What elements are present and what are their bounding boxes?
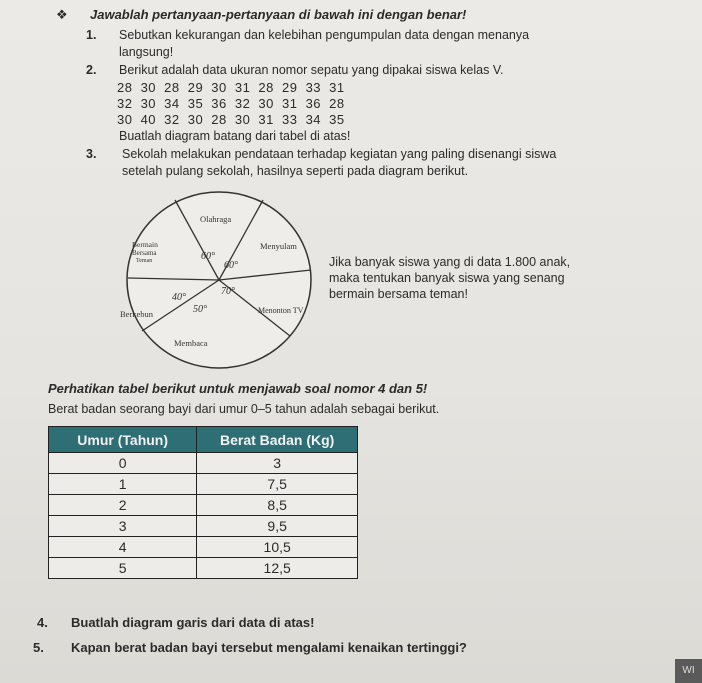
angle-label-4: 70°	[221, 286, 235, 297]
q5-text: Kapan berat badan bayi tersebut mengalami kenaikan tertinggi?	[71, 640, 467, 655]
column-header-weight: Berat Badan (Kg)	[197, 427, 358, 453]
angle-label-1: 60°	[201, 251, 215, 262]
header-bullet-icon: ❖	[56, 7, 68, 22]
age-cell: 1	[49, 474, 197, 495]
label-menyulam: Menyulam	[260, 241, 297, 251]
age-cell: 3	[49, 516, 197, 537]
label-olahraga: Olahraga	[200, 214, 232, 224]
q3-number: 3.	[86, 147, 97, 161]
q4-text: Buatlah diagram garis dari data di atas!	[71, 615, 315, 630]
activity-pie-diagram	[112, 190, 332, 372]
shoe-size-row-1: 28 30 28 29 30 31 28 29 33 31	[117, 80, 345, 95]
q5-number: 5.	[33, 640, 44, 655]
angle-label-5: 50°	[193, 304, 207, 315]
age-cell: 2	[49, 495, 197, 516]
age-cell: 5	[49, 558, 197, 579]
label-bermain-1: Bermain	[132, 240, 158, 249]
label-membaca: Membaca	[174, 338, 208, 348]
table-row	[49, 495, 358, 516]
weight-cell: 3	[197, 453, 358, 474]
q3-text-line2: setelah pulang sekolah, hasilnya seperti pada diagram berikut.	[122, 164, 469, 178]
shoe-size-row-2: 32 30 34 35 36 32 30 31 36 28	[117, 96, 345, 111]
weight-cell: 8,5	[197, 495, 358, 516]
weight-cell: 9,5	[197, 516, 358, 537]
angle-label-2: 60°	[224, 260, 238, 271]
q1-number: 1.	[86, 28, 97, 42]
q4-number: 4.	[37, 615, 48, 630]
corner-badge: WI	[675, 659, 702, 683]
q3-side-line3: bermain bersama teman!	[329, 287, 468, 301]
q1-text-line1: Sebutkan kekurangan dan kelebihan pengumpulan data dengan menanya	[119, 28, 530, 42]
table-row	[49, 474, 358, 495]
angle-label-3: 40°	[172, 292, 186, 303]
age-cell: 0	[49, 453, 197, 474]
weight-cell: 7,5	[197, 474, 358, 495]
section-title: Perhatikan tabel berikut untuk menjawab soal nomor 4 dan 5!	[48, 381, 428, 396]
header-instruction: Jawablah pertanyaan-pertanyaan di bawah ini dengan benar!	[90, 7, 467, 22]
baby-weight-table	[48, 426, 358, 579]
table-row	[49, 453, 358, 474]
weight-cell: 10,5	[197, 537, 358, 558]
q3-text-line1: Sekolah melakukan pendataan terhadap kegiatan yang paling disenangi siswa	[122, 147, 557, 161]
q2-instruction: Buatlah diagram batang dari tabel di atas!	[119, 129, 351, 143]
table-row	[49, 558, 358, 579]
table-row	[49, 537, 358, 558]
q2-text: Berikut adalah data ukuran nomor sepatu yang dipakai siswa kelas V.	[119, 63, 504, 77]
age-cell: 4	[49, 537, 197, 558]
q2-number: 2.	[86, 63, 97, 77]
label-menonton-tv: Menonton TV	[258, 306, 304, 315]
column-header-age: Umur (Tahun)	[49, 427, 197, 453]
q1-text-line2: langsung!	[119, 45, 174, 59]
label-bermain-2: Bersama	[132, 249, 157, 257]
q3-side-line2: maka tentukan banyak siswa yang senang	[329, 271, 565, 285]
weight-cell: 12,5	[197, 558, 358, 579]
table-row	[49, 516, 358, 537]
section-intro: Berat badan seorang bayi dari umur 0–5 tahun adalah sebagai berikut.	[48, 402, 440, 416]
q3-side-line1: Jika banyak siswa yang di data 1.800 anak,	[329, 255, 571, 269]
label-berkebun: Berkebun	[120, 309, 154, 319]
table-header-row	[49, 427, 358, 453]
label-bermain-3: Teman	[136, 258, 153, 264]
shoe-size-row-3: 30 40 32 30 28 30 31 33 34 35	[117, 112, 345, 127]
